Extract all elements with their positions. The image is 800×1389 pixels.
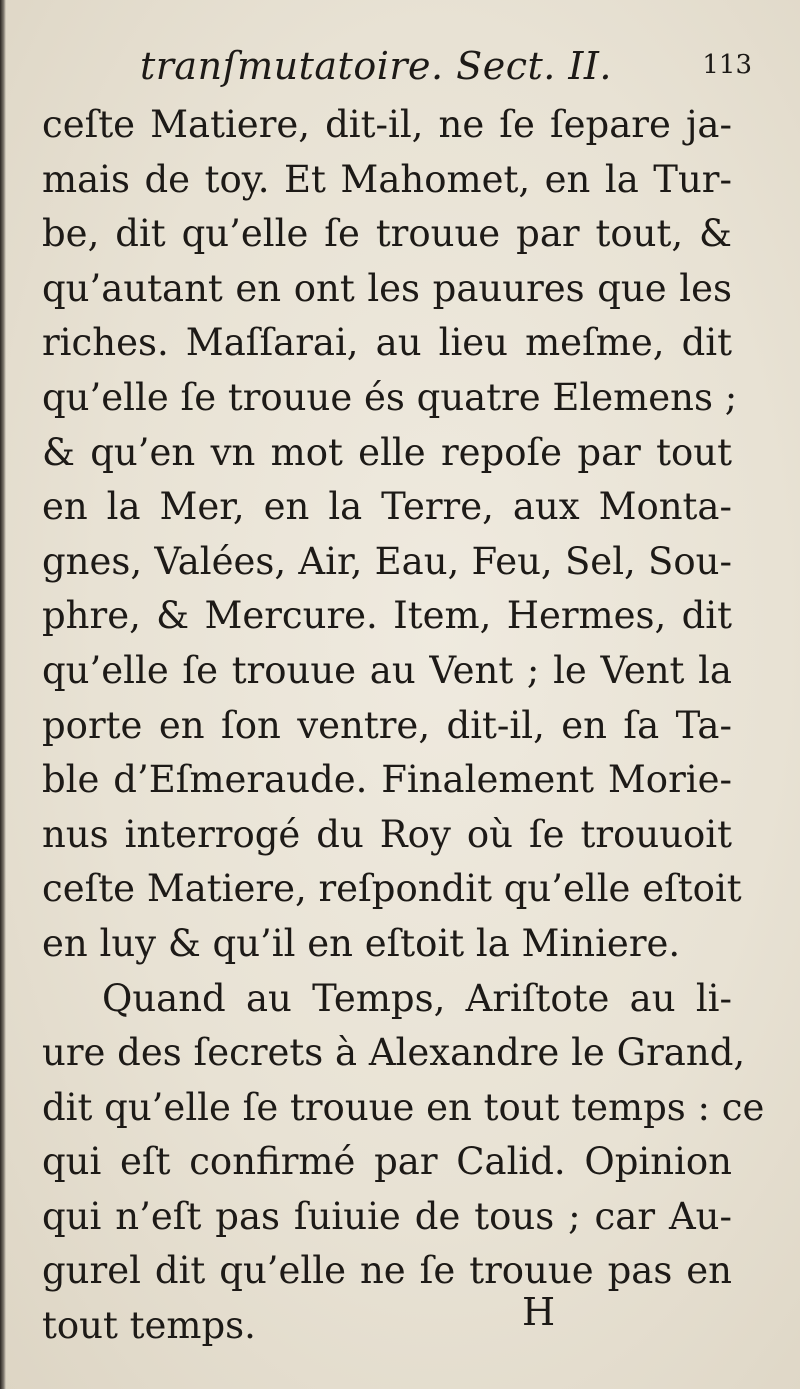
body-text [42, 98, 765, 1354]
text-line: qu’autant en ont les pauures que les [42, 266, 732, 310]
text-line: tout temps. [42, 1304, 256, 1348]
text-line: ceſte Matiere, reſpondit qu’elle eſtoit [42, 867, 742, 911]
text-line: ure des ſecrets à Alexandre le Grand, [42, 1031, 746, 1075]
paragraph-first-line: Quand au Temps, Ariſtote au li- [102, 976, 732, 1020]
text-line: ceſte Matiere, dit-il, ne ſe ſepare ja- [42, 103, 732, 146]
text-line: en luy & qu’il en eſtoit la Miniere. [42, 921, 681, 965]
text-line: riches. Maſſarai, au lieu meſme, dit [42, 321, 732, 365]
running-head [52, 44, 752, 94]
text-line: qui n’eſt pas ſuiuie de tous ; car Au- [42, 1194, 732, 1238]
text-line: en la Mer, en la Terre, aux Monta- [42, 485, 732, 529]
text-line: qu’elle ſe trouue au Vent ; le Vent la [42, 648, 732, 692]
text-line: be, dit qu’elle ſe trouue par tout, & [42, 212, 732, 256]
text-line: qui eſt confirmé par Calid. Opinion [42, 1140, 732, 1184]
text-line: gurel dit qu’elle ne ſe trouue pas en [42, 1249, 732, 1293]
page-number: 113 [702, 50, 752, 80]
text-line: ble d’Eſmeraude. Finalement Morie- [42, 758, 732, 802]
text-line: phre, & Mercure. Item, Hermes, dit [42, 594, 732, 638]
text-line: & qu’en vn mot elle repoſe par tout [42, 430, 732, 474]
running-head-title: tranſmutatoire. Sect. II. [140, 44, 613, 88]
signature-mark: H [522, 1290, 556, 1334]
text-line: dit qu’elle ſe trouue en tout temps : ce [42, 1085, 765, 1129]
text-line: porte en ſon ventre, dit-il, en ſa Ta- [42, 703, 732, 747]
text-line: qu’elle ſe trouue és quatre Elemens ; [42, 375, 738, 419]
page-gutter-edge [0, 0, 6, 1389]
text-line: gnes, Valées, Air, Eau, Feu, Sel, Sou- [42, 539, 732, 583]
text-line: nus interrogé du Roy où ſe trouuoit [42, 812, 732, 856]
text-line: mais de toy. Et Mahomet, en la Tur- [42, 157, 732, 201]
